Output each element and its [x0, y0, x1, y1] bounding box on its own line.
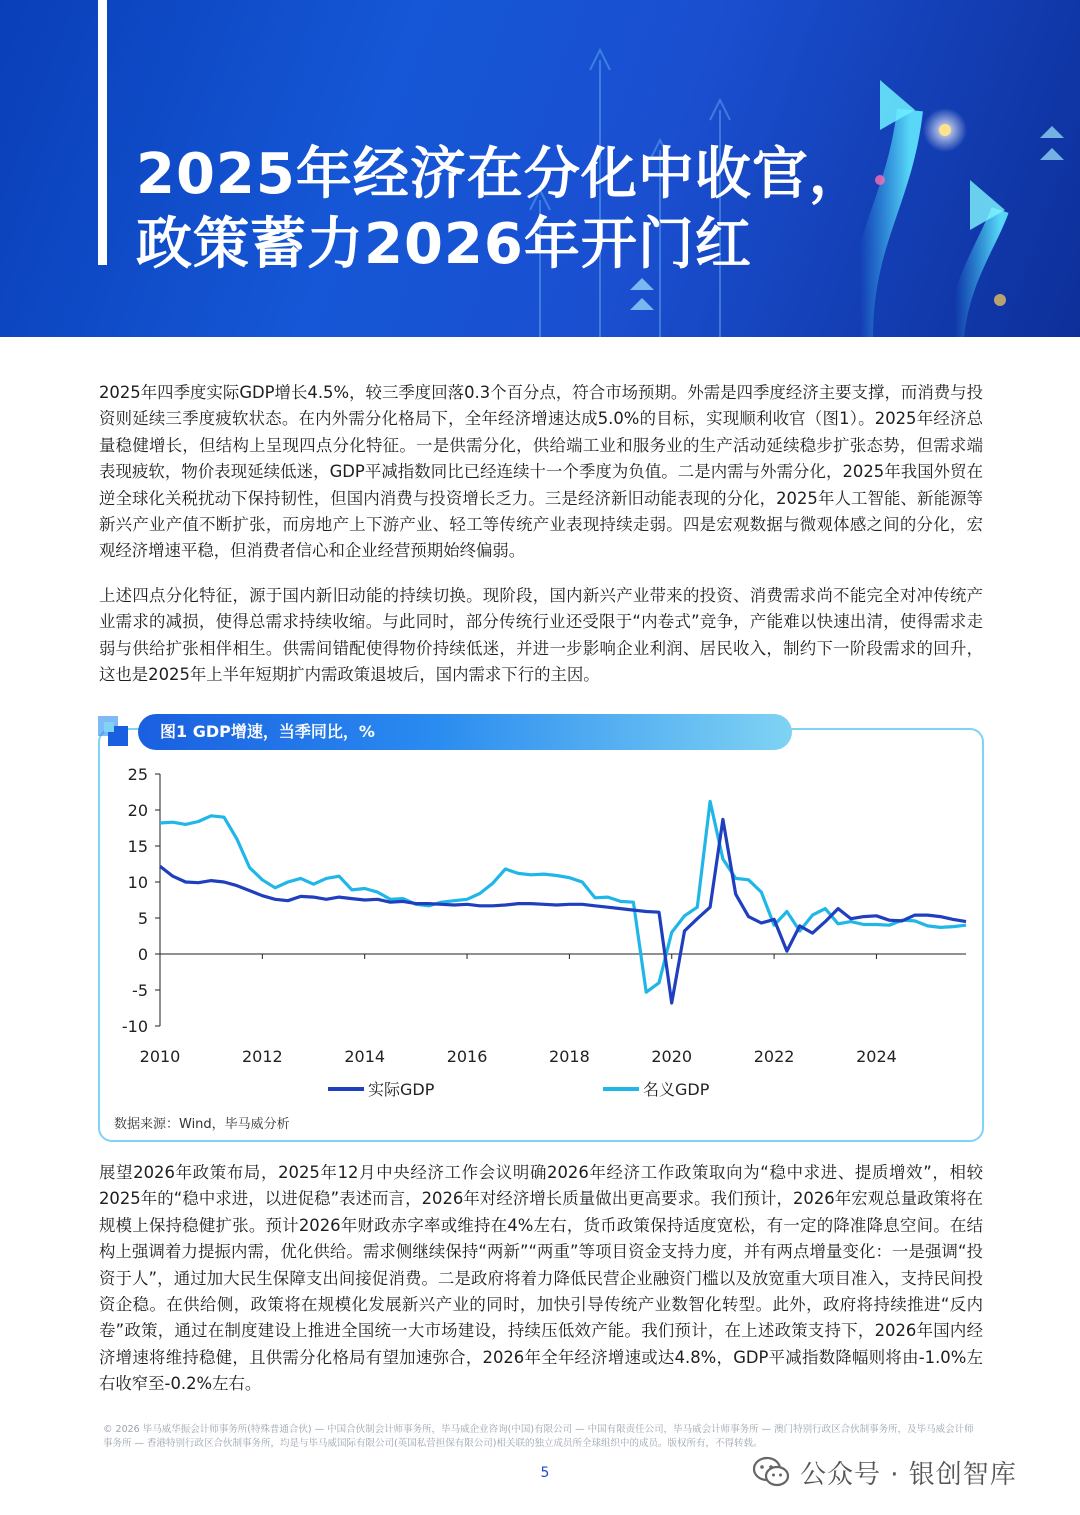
x-tick-label: 2010	[139, 1047, 181, 1066]
page-title	[136, 140, 1036, 280]
series-line-nominal-gdp	[160, 801, 966, 992]
x-tick-label: 2014	[344, 1047, 386, 1066]
x-tick-label: 2012	[241, 1047, 283, 1066]
banner-accent-bar	[98, 0, 107, 265]
watermark-text: 公众号 · 银创智库	[800, 1459, 1017, 1490]
figure-source: 数据来源：Wind，毕马威分析	[114, 1117, 290, 1132]
page-title-line-2: 政策蓄力2026年开门红	[136, 212, 752, 277]
x-tick-label: 2024	[856, 1047, 897, 1066]
watermark	[752, 1452, 1017, 1492]
y-tick-label: 0	[137, 945, 148, 964]
gdp-line-chart	[98, 760, 984, 1110]
y-tick-label: -10	[121, 1017, 148, 1036]
legend-label: 实际GDP	[368, 1080, 435, 1099]
wechat-icon	[752, 1456, 790, 1488]
y-tick-label: 15	[127, 837, 148, 856]
page-number: 5	[540, 1465, 550, 1481]
body-paragraph-3: 展望2026年政策布局，2025年12月中央经济工作会议明确2026年经济工作政策取向为“稳中求进、提质增效”，相较2025年的“稳中求进，以进促稳”表述而言，2026年对经济增长质量做出更高要求。我们预计，2026年宏观总量政策将在规模上保持稳健扩张。预计2026年财政赤字率或维持在4%左右，货币政策保持适度宽松，有一定的降准降息空间。在结构上强调着力提振内需，优化供给。需求侧继续保持“两新”“两重”等项目资金支持力度，并有两点增量变化：一是强调“投资于人”，通过加大民生保障支出间接促消费。二是政府将着力降低民营企业融资门槛以及放宽重大项目准入，支持民间投资企稳。在供给侧，政策将在规模化发展新兴产业的同时，加快引导传统产业数智化转型。此外，政府将持续推进“反内卷”政策，通过在制度建设上推进全国统一大市场建设，持续压低效产能。我们预计，在上述政策支持下，2026年国内经济增速将维持稳健，且供需分化格局有望加速弥合，2026年全年经济增速或达4.8%，GDP平减指数降幅则将由-1.0%左右收窄至-0.2%左右。	[99, 1163, 983, 1394]
x-tick-label: 2022	[753, 1047, 795, 1066]
copyright-notice: © 2026 毕马威华振会计师事务所(特殊普通合伙) — 中国合伙制会计师事务所，毕马威企业咨询(中国)有限公司 — 中国有限责任公司，毕马威会计师事务所 — 澳门特别行政区合伙制事务所，及毕马威会计师事务所 — 香港特别行政区合伙制事务所，均是与毕马威国际有限公司(英国私营担保有限公司)相关联的独立成员所全球组织中的成员。版权所有，不得转载。	[103, 1424, 974, 1449]
y-tick-label: 20	[127, 801, 148, 820]
page-title-line-1: 2025年经济在分化中收官，	[136, 142, 866, 207]
y-tick-label: -5	[132, 981, 148, 1000]
y-tick-label: 5	[137, 909, 148, 928]
series-line-real-gdp	[160, 819, 966, 1003]
body-paragraph-1: 2025年四季度实际GDP增长4.5%，较三季度回落0.3个百分点，符合市场预期。外需是四季度经济主要支撑，而消费与投资则延续三季度疲软状态。在内外需分化格局下，全年经济增速达成5.0%的目标，实现顺利收官（图1）。2025年经济总量稳健增长，但结构上呈现四点分化特征。一是供需分化，供给端工业和服务业的生产活动延续稳步扩张态势，但需求端表现疲软，物价表现延续低迷，GDP平减指数同比已经连续十一个季度为负值。二是内需与外需分化，2025年我国外贸在逆全球化关税扰动下保持韧性，但国内消费与投资增长乏力。三是经济新旧动能表现的分化，2025年人工智能、新能源等新兴产业产值不断扩张，而房地产上下游产业、轻工等传统产业表现持续走弱。四是宏观数据与微观体感之间的分化，宏观经济增速平稳，但消费者信心和企业经营预期始终偏弱。	[99, 383, 983, 561]
figure-title: 图1 GDP增速，当季同比，%	[160, 722, 375, 741]
y-tick-label: 10	[127, 873, 148, 892]
x-tick-label: 2018	[549, 1047, 590, 1066]
x-tick-label: 2016	[446, 1047, 488, 1066]
header-banner	[0, 0, 1080, 337]
body-paragraph-2: 上述四点分化特征，源于国内新旧动能的持续切换。现阶段，国内新兴产业带来的投资、消费需求尚不能完全对冲传统产业需求的减损，使得总需求持续收缩。与此同时，部分传统行业还受限于“内卷式”竞争，产能难以快速出清，使得需求走弱与供给扩张相伴相生。供需间错配使得物价持续低迷，并进一步影响企业利润、居民收入，制约下一阶段需求的回升，这也是2025年上半年短期扩内需政策退坡后，国内需求下行的主因。	[99, 586, 983, 685]
y-tick-label: 25	[127, 765, 148, 784]
legend-label: 名义GDP	[643, 1080, 710, 1099]
x-tick-label: 2020	[651, 1047, 693, 1066]
figure-squares-icon	[96, 714, 132, 750]
